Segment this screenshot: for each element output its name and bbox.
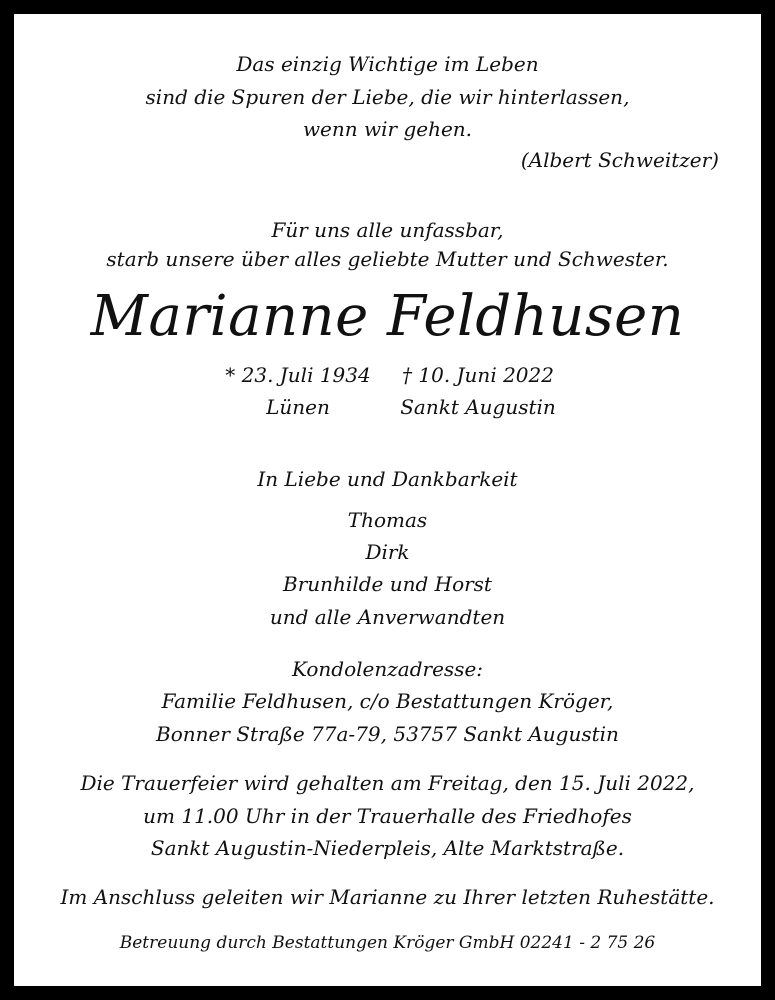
condolence-line: Familie Feldhusen, c/o Bestattungen Kröger, — [161, 689, 614, 713]
birth-place: Lünen — [266, 395, 330, 419]
mourner-name: und alle Anverwandten — [269, 605, 506, 629]
funeral-line: um 11.00 Uhr in der Trauerhalle des Friedhofes — [143, 804, 632, 828]
quote-author: (Albert Schweitzer) — [520, 148, 719, 172]
quote-line: Das einzig Wichtige im Leben — [236, 52, 539, 76]
mourner-name: Thomas — [347, 508, 428, 532]
mourner-name: Dirk — [365, 540, 410, 564]
quote-line: wenn wir gehen. — [302, 117, 473, 141]
closing-line: Im Anschluss geleiten wir Marianne zu Ihrer letzten Ruhestätte. — [60, 885, 715, 909]
condolence-label: Kondolenzadresse: — [291, 657, 484, 681]
undertaker-footer: Betreuung durch Bestattungen Kröger GmbH 02241 - 2 75 26 — [119, 933, 656, 953]
mourner-name: Brunhilde und Horst — [283, 572, 492, 596]
deceased-name: Marianne Feldhusen — [90, 284, 685, 349]
quote-line: sind die Spuren der Liebe, die wir hinterlassen, — [145, 85, 630, 109]
funeral-line: Sankt Augustin-Niederpleis, Alte Marktstraße. — [150, 836, 625, 860]
intro-line: Für uns alle unfassbar, — [271, 218, 504, 242]
intro-line: starb unsere über alles geliebte Mutter und Schwester. — [106, 247, 669, 271]
condolence-line: Bonner Straße 77a-79, 53757 Sankt Augustin — [156, 722, 619, 746]
mourners-heading: In Liebe und Dankbarkeit — [257, 467, 518, 491]
birth-date: * 23. Juli 1934 — [225, 363, 371, 387]
death-place: Sankt Augustin — [400, 395, 556, 419]
funeral-line: Die Trauerfeier wird gehalten am Freitag, den 15. Juli 2022, — [80, 771, 695, 795]
death-date: † 10. Juni 2022 — [402, 363, 554, 387]
